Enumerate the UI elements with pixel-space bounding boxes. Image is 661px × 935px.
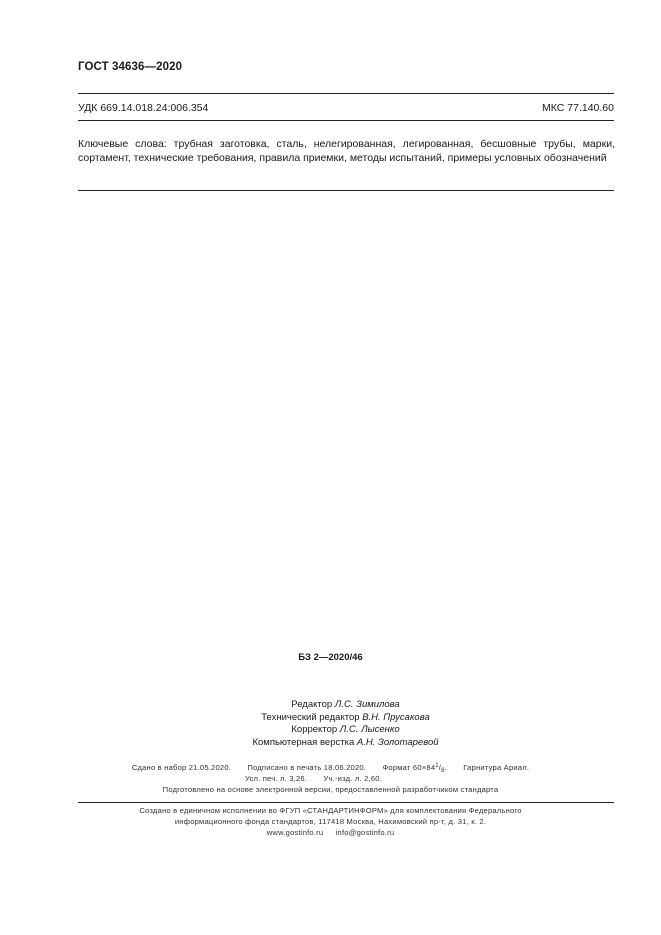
footer-line2: информационного фонда стандартов, 117418 Москва, Нахимовский пр-т, д. 31, к. 2. [174,817,487,826]
website-link[interactable]: www.gostinfo.ru [266,828,324,837]
keywords-paragraph: Ключевые слова: трубная заготовка, сталь, нелегированная, легированная, бесшовные трубы, марки, сортамент, технические требования, правила приемки, методы испытаний, примеры условных обозначений [78,138,615,164]
signed-date: Подписано в печать 18.06.2020. [247,763,367,772]
credit-name: Л.С. Зимилова [334,699,400,710]
top-divider [78,93,614,94]
credit-layout [0,737,661,750]
credit-role: Корректор [291,724,338,735]
credit-name: А.Н. Золотаревой [356,736,439,748]
print-info-line2 [0,774,661,783]
credit-name: Л.С. Лысенко [339,724,400,735]
bz-code: БЗ 2—2020/46 [298,652,363,663]
print-sheets: Усл. печ. л. 3,26. [244,774,308,783]
format-suffix: . [444,763,447,772]
prepared-note: Подготовлено на основе электронной версии, предоставленной разработчиком стандарта [162,785,499,794]
standard-number: ГОСТ 34636—2020 [78,61,183,73]
credit-role: Компьютерная верстка [252,736,355,748]
format-text: Формат 60×84 [382,763,436,772]
udk-divider [78,120,614,121]
footer-line1: Создано в единичном исполнении во ФГУП «СТАНДАРТИНФОРМ» для комплектования Федерального [139,806,522,815]
format-numerator: 1 [435,763,439,769]
footer-divider [78,802,614,803]
edition-sheets: Уч.-изд. л. 2,60. [323,774,383,783]
email-link[interactable]: info@gostinfo.ru [335,828,395,837]
credit-tech-editor [0,712,661,725]
credit-role: Редактор [291,699,333,710]
credit-role: Технический редактор [261,711,360,723]
format-denominator: 8 [441,768,445,774]
keywords-divider [78,190,614,191]
mks-code: МКС 77.140.60 [542,102,614,114]
print-format: Формат $60\times 84^1/_8$. [382,763,447,774]
sent-date: Сдано в набор 21.05.2020. [131,763,232,772]
credit-name: В.Н. Прусакова [362,711,430,723]
footer-contacts [0,828,661,837]
credits-block [0,699,661,749]
credit-editor [0,699,661,712]
typeface: Гарнитура Ариал. [463,763,530,772]
udk-code: УДК 669.14.018.24:006.354 [78,102,209,114]
credit-corrector [0,724,661,737]
print-info-line1 [0,763,661,772]
